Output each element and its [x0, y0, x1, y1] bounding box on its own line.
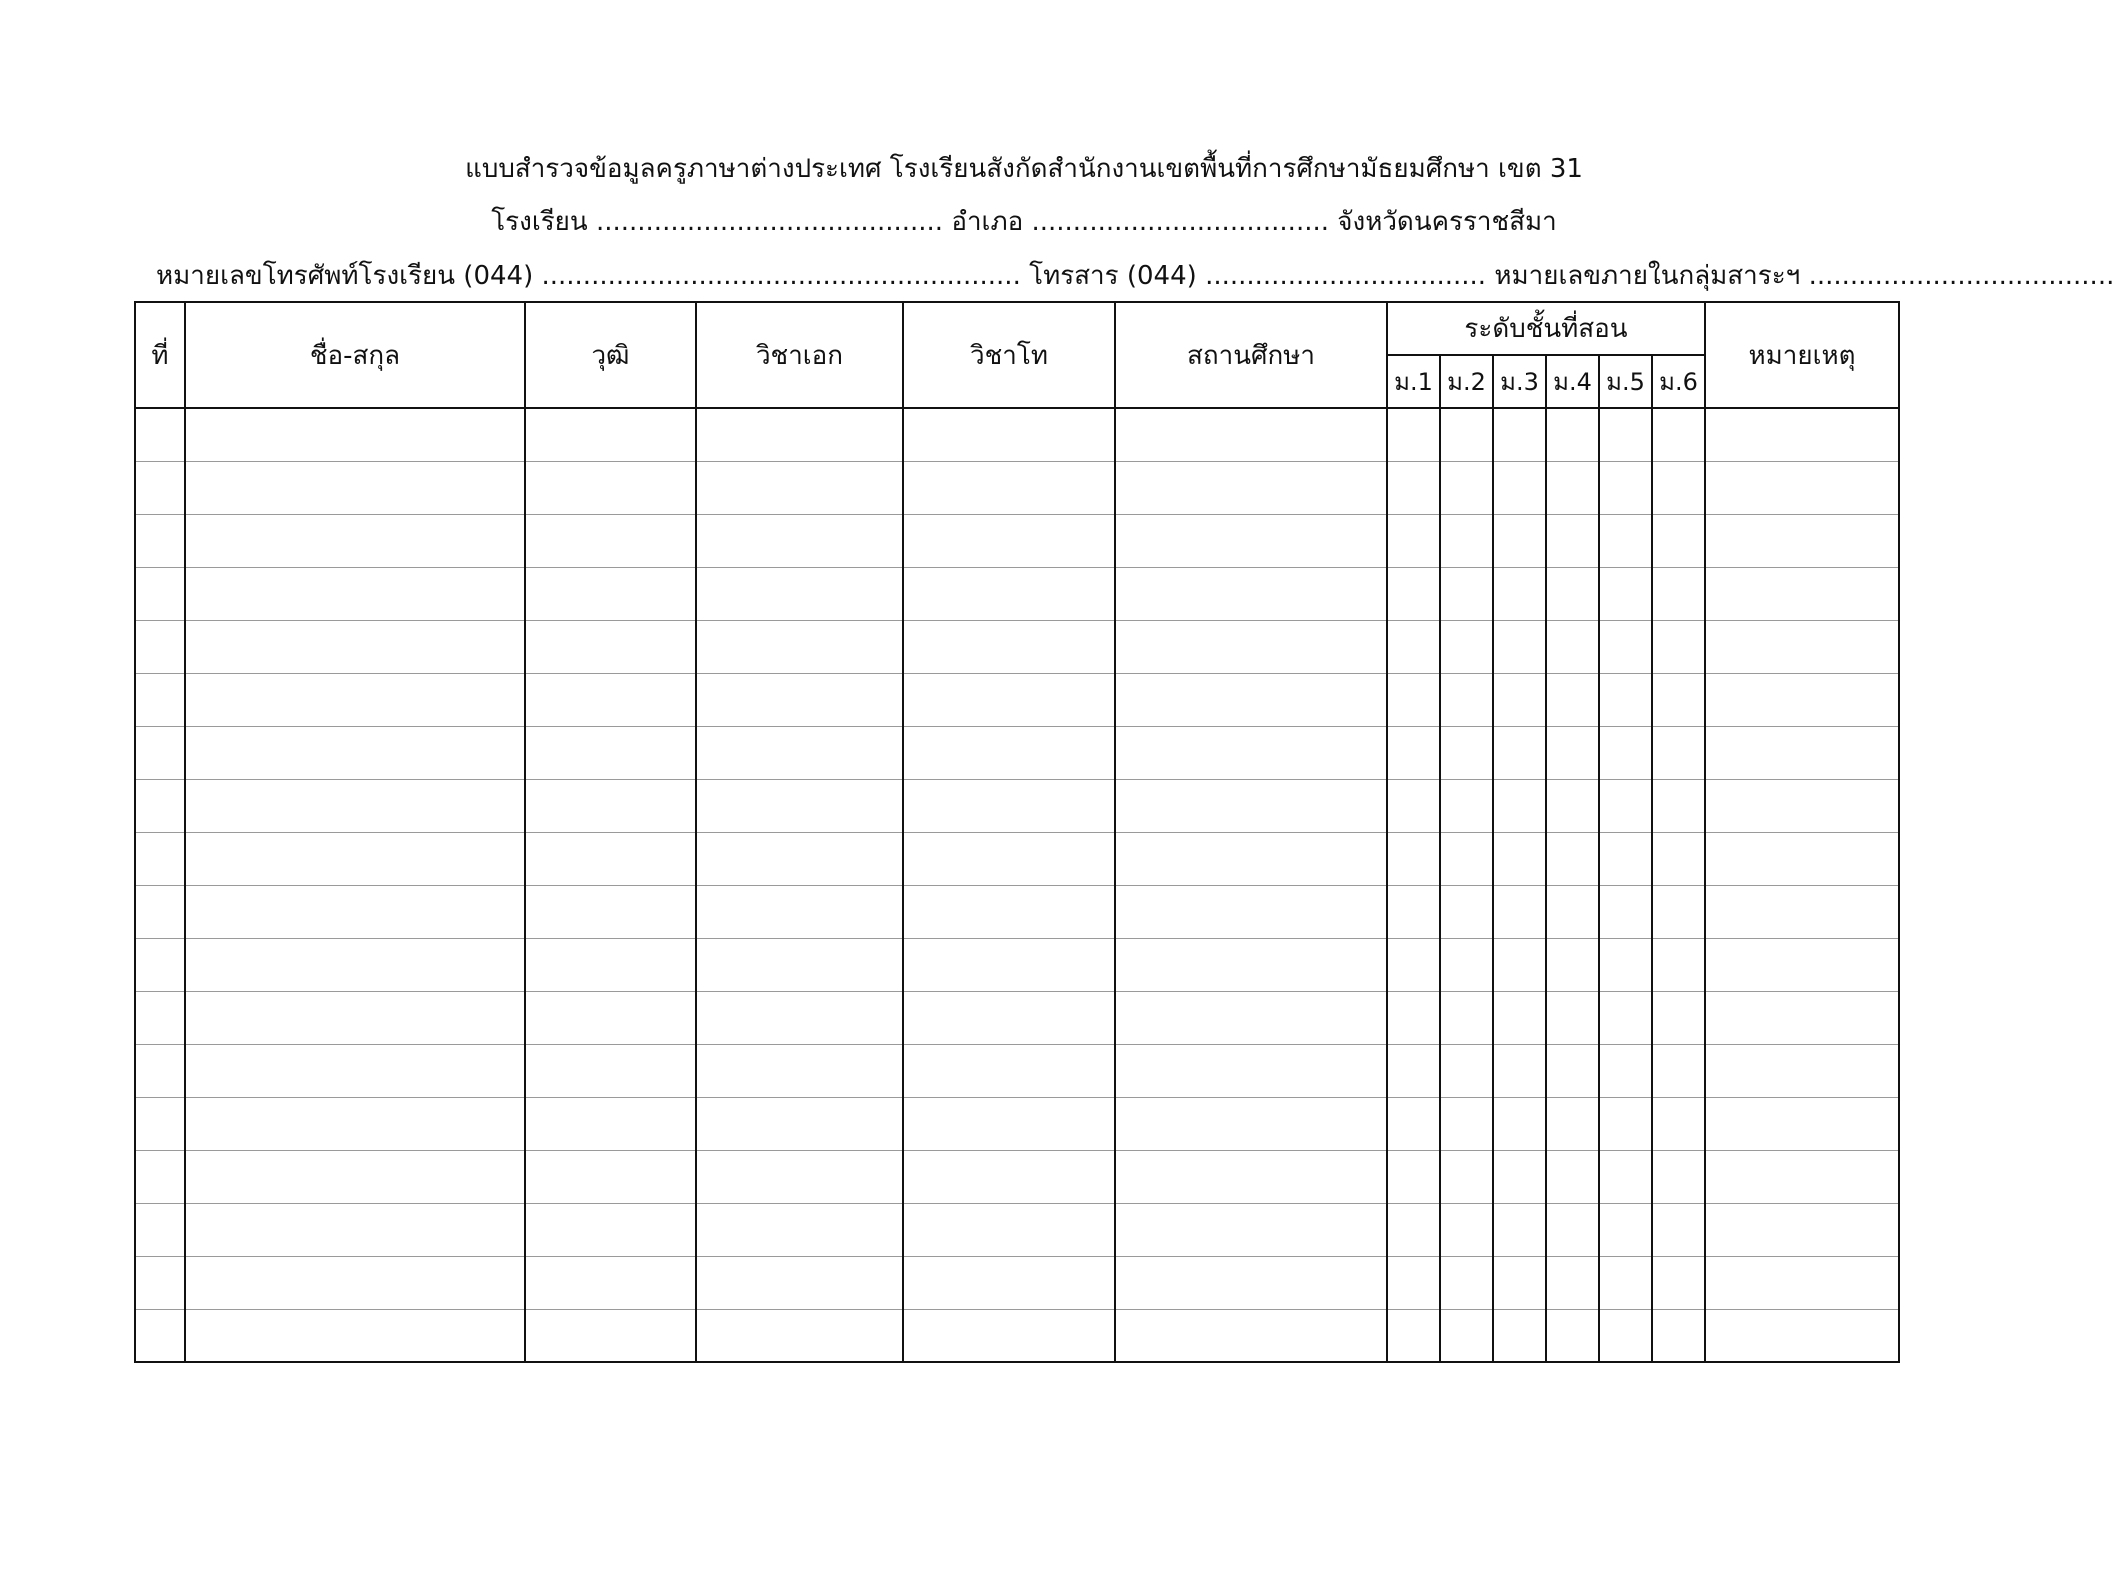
district-field[interactable]: .................................... [1031, 207, 1329, 237]
cell-level-m1[interactable] [1387, 408, 1440, 461]
cell-institution[interactable] [1115, 779, 1387, 832]
cell-institution[interactable] [1115, 1309, 1387, 1362]
cell-remark[interactable] [1705, 779, 1899, 832]
cell-remark[interactable] [1705, 461, 1899, 514]
cell-level-m6[interactable] [1652, 567, 1705, 620]
cell-institution[interactable] [1115, 408, 1387, 461]
col-header-level-m5: ม.5 [1599, 355, 1652, 408]
cell-institution[interactable] [1115, 461, 1387, 514]
cell-no[interactable] [135, 938, 185, 991]
cell-degree[interactable] [525, 885, 696, 938]
cell-level-m1[interactable] [1387, 1097, 1440, 1150]
cell-level-m5[interactable] [1599, 779, 1652, 832]
col-header-minor: วิชาโท [903, 302, 1115, 408]
teacher-survey-table [134, 301, 1900, 1363]
col-header-level-m6: ม.6 [1652, 355, 1705, 408]
cell-institution[interactable] [1115, 991, 1387, 1044]
cell-level-m5[interactable] [1599, 1097, 1652, 1150]
cell-level-m4[interactable] [1546, 832, 1599, 885]
cell-level-m2[interactable] [1440, 938, 1493, 991]
cell-level-m1[interactable] [1387, 1309, 1440, 1362]
cell-no[interactable] [135, 1044, 185, 1097]
cell-no[interactable] [135, 1097, 185, 1150]
col-header-level-m4: ม.4 [1546, 355, 1599, 408]
cell-level-m3[interactable] [1493, 938, 1546, 991]
table-row [135, 620, 1899, 673]
cell-level-m2[interactable] [1440, 514, 1493, 567]
cell-level-m2[interactable] [1440, 408, 1493, 461]
cell-level-m4[interactable] [1546, 1256, 1599, 1309]
cell-level-m1[interactable] [1387, 620, 1440, 673]
cell-name[interactable] [185, 620, 525, 673]
cell-institution[interactable] [1115, 885, 1387, 938]
cell-major[interactable] [696, 885, 903, 938]
table-row [135, 514, 1899, 567]
cell-no[interactable] [135, 514, 185, 567]
cell-institution[interactable] [1115, 567, 1387, 620]
cell-minor[interactable] [903, 461, 1115, 514]
cell-level-m4[interactable] [1546, 1097, 1599, 1150]
cell-degree[interactable] [525, 1203, 696, 1256]
cell-level-m4[interactable] [1546, 1309, 1599, 1362]
cell-minor[interactable] [903, 567, 1115, 620]
cell-remark[interactable] [1705, 1097, 1899, 1150]
cell-no[interactable] [135, 1203, 185, 1256]
table-row [135, 461, 1899, 514]
cell-level-m2[interactable] [1440, 885, 1493, 938]
cell-name[interactable] [185, 1309, 525, 1362]
cell-level-m4[interactable] [1546, 514, 1599, 567]
cell-degree[interactable] [525, 1044, 696, 1097]
cell-no[interactable] [135, 567, 185, 620]
cell-remark[interactable] [1705, 1203, 1899, 1256]
cell-institution[interactable] [1115, 673, 1387, 726]
cell-degree[interactable] [525, 567, 696, 620]
cell-level-m1[interactable] [1387, 567, 1440, 620]
cell-name[interactable] [185, 1256, 525, 1309]
table-row [135, 1309, 1899, 1362]
cell-institution[interactable] [1115, 620, 1387, 673]
table-row [135, 1256, 1899, 1309]
cell-remark[interactable] [1705, 991, 1899, 1044]
cell-level-m3[interactable] [1493, 514, 1546, 567]
cell-major[interactable] [696, 1097, 903, 1150]
school-info-line [0, 205, 2048, 239]
fax-label: โทรสาร (044) [1029, 261, 1197, 291]
cell-level-m4[interactable] [1546, 1044, 1599, 1097]
cell-level-m5[interactable] [1599, 408, 1652, 461]
cell-level-m3[interactable] [1493, 567, 1546, 620]
cell-remark[interactable] [1705, 1309, 1899, 1362]
cell-major[interactable] [696, 461, 903, 514]
cell-remark[interactable] [1705, 885, 1899, 938]
col-header-level-m2: ม.2 [1440, 355, 1493, 408]
cell-name[interactable] [185, 461, 525, 514]
table-row [135, 408, 1899, 461]
cell-level-m2[interactable] [1440, 461, 1493, 514]
cell-level-m6[interactable] [1652, 885, 1705, 938]
cell-major[interactable] [696, 408, 903, 461]
cell-major[interactable] [696, 726, 903, 779]
cell-level-m6[interactable] [1652, 832, 1705, 885]
cell-level-m4[interactable] [1546, 885, 1599, 938]
cell-degree[interactable] [525, 1097, 696, 1150]
cell-major[interactable] [696, 779, 903, 832]
cell-level-m1[interactable] [1387, 1203, 1440, 1256]
cell-name[interactable] [185, 567, 525, 620]
cell-name[interactable] [185, 1150, 525, 1203]
cell-level-m2[interactable] [1440, 1309, 1493, 1362]
cell-level-m3[interactable] [1493, 726, 1546, 779]
fax-field[interactable]: .................................. [1205, 261, 1487, 291]
cell-institution[interactable] [1115, 1097, 1387, 1150]
cell-minor[interactable] [903, 408, 1115, 461]
cell-level-m6[interactable] [1652, 1203, 1705, 1256]
cell-degree[interactable] [525, 832, 696, 885]
cell-level-m1[interactable] [1387, 514, 1440, 567]
cell-level-m6[interactable] [1652, 408, 1705, 461]
cell-level-m1[interactable] [1387, 991, 1440, 1044]
extension-field[interactable]: ..................................... [1808, 261, 2114, 291]
cell-level-m1[interactable] [1387, 461, 1440, 514]
cell-minor[interactable] [903, 885, 1115, 938]
cell-no[interactable] [135, 1150, 185, 1203]
cell-institution[interactable] [1115, 514, 1387, 567]
cell-degree[interactable] [525, 938, 696, 991]
cell-minor[interactable] [903, 938, 1115, 991]
cell-level-m3[interactable] [1493, 408, 1546, 461]
cell-level-m3[interactable] [1493, 461, 1546, 514]
cell-name[interactable] [185, 991, 525, 1044]
cell-level-m6[interactable] [1652, 938, 1705, 991]
form-title: แบบสำรวจข้อมูลครูภาษาต่างประเทศ โรงเรียนสังกัดสำนักงานเขตพื้นที่การศึกษามัธยมศึกษา เขต 31 [465, 154, 1583, 184]
cell-no[interactable] [135, 779, 185, 832]
cell-degree[interactable] [525, 1256, 696, 1309]
cell-level-m6[interactable] [1652, 1256, 1705, 1309]
cell-major[interactable] [696, 567, 903, 620]
cell-minor[interactable] [903, 1044, 1115, 1097]
table-row [135, 779, 1899, 832]
cell-level-m3[interactable] [1493, 1309, 1546, 1362]
cell-degree[interactable] [525, 620, 696, 673]
cell-institution[interactable] [1115, 1203, 1387, 1256]
cell-degree[interactable] [525, 461, 696, 514]
cell-level-m4[interactable] [1546, 779, 1599, 832]
cell-minor[interactable] [903, 620, 1115, 673]
cell-level-m5[interactable] [1599, 461, 1652, 514]
contact-info-line [156, 259, 2114, 293]
cell-level-m5[interactable] [1599, 620, 1652, 673]
cell-level-m5[interactable] [1599, 567, 1652, 620]
cell-level-m4[interactable] [1546, 1150, 1599, 1203]
col-header-major: วิชาเอก [696, 302, 903, 408]
table-row [135, 991, 1899, 1044]
cell-degree[interactable] [525, 408, 696, 461]
cell-minor[interactable] [903, 991, 1115, 1044]
col-header-institution: สถานศึกษา [1115, 302, 1387, 408]
cell-name[interactable] [185, 1044, 525, 1097]
cell-level-m2[interactable] [1440, 779, 1493, 832]
cell-major[interactable] [696, 832, 903, 885]
cell-degree[interactable] [525, 1309, 696, 1362]
cell-level-m5[interactable] [1599, 938, 1652, 991]
cell-minor[interactable] [903, 1097, 1115, 1150]
cell-level-m5[interactable] [1599, 1150, 1652, 1203]
table-body [135, 408, 1899, 1362]
cell-level-m1[interactable] [1387, 832, 1440, 885]
cell-major[interactable] [696, 673, 903, 726]
cell-level-m1[interactable] [1387, 779, 1440, 832]
cell-no[interactable] [135, 620, 185, 673]
cell-remark[interactable] [1705, 673, 1899, 726]
cell-no[interactable] [135, 673, 185, 726]
cell-level-m6[interactable] [1652, 726, 1705, 779]
cell-level-m3[interactable] [1493, 620, 1546, 673]
cell-level-m4[interactable] [1546, 938, 1599, 991]
cell-level-m1[interactable] [1387, 938, 1440, 991]
cell-remark[interactable] [1705, 1044, 1899, 1097]
cell-degree[interactable] [525, 726, 696, 779]
cell-level-m3[interactable] [1493, 991, 1546, 1044]
cell-level-m5[interactable] [1599, 832, 1652, 885]
cell-level-m1[interactable] [1387, 726, 1440, 779]
cell-level-m5[interactable] [1599, 1309, 1652, 1362]
cell-level-m2[interactable] [1440, 673, 1493, 726]
cell-no[interactable] [135, 832, 185, 885]
cell-level-m6[interactable] [1652, 620, 1705, 673]
cell-level-m5[interactable] [1599, 1044, 1652, 1097]
cell-institution[interactable] [1115, 1256, 1387, 1309]
cell-no[interactable] [135, 991, 185, 1044]
cell-level-m6[interactable] [1652, 1097, 1705, 1150]
cell-minor[interactable] [903, 779, 1115, 832]
cell-major[interactable] [696, 620, 903, 673]
cell-remark[interactable] [1705, 726, 1899, 779]
cell-minor[interactable] [903, 1256, 1115, 1309]
table-row [135, 567, 1899, 620]
cell-level-m2[interactable] [1440, 1203, 1493, 1256]
col-header-no: ที่ [135, 302, 185, 408]
cell-minor[interactable] [903, 1150, 1115, 1203]
cell-level-m2[interactable] [1440, 620, 1493, 673]
cell-level-m3[interactable] [1493, 832, 1546, 885]
table-row [135, 1150, 1899, 1203]
table-row [135, 1044, 1899, 1097]
cell-level-m1[interactable] [1387, 673, 1440, 726]
cell-remark[interactable] [1705, 514, 1899, 567]
cell-minor[interactable] [903, 1203, 1115, 1256]
cell-minor[interactable] [903, 832, 1115, 885]
province-label: จังหวัดนครราชสีมา [1337, 207, 1557, 237]
cell-no[interactable] [135, 461, 185, 514]
cell-name[interactable] [185, 1203, 525, 1256]
cell-level-m2[interactable] [1440, 1044, 1493, 1097]
cell-level-m6[interactable] [1652, 779, 1705, 832]
cell-level-m4[interactable] [1546, 1203, 1599, 1256]
cell-level-m4[interactable] [1546, 726, 1599, 779]
cell-no[interactable] [135, 1256, 185, 1309]
cell-degree[interactable] [525, 673, 696, 726]
cell-level-m6[interactable] [1652, 1044, 1705, 1097]
cell-remark[interactable] [1705, 938, 1899, 991]
cell-major[interactable] [696, 1150, 903, 1203]
cell-level-m1[interactable] [1387, 1044, 1440, 1097]
col-header-teaching-levels: ระดับชั้นที่สอน [1387, 302, 1705, 355]
cell-major[interactable] [696, 1203, 903, 1256]
cell-minor[interactable] [903, 1309, 1115, 1362]
cell-level-m2[interactable] [1440, 832, 1493, 885]
cell-level-m1[interactable] [1387, 1256, 1440, 1309]
cell-remark[interactable] [1705, 1256, 1899, 1309]
cell-level-m2[interactable] [1440, 567, 1493, 620]
extension-label: หมายเลขภายในกลุ่มสาระฯ [1494, 261, 1801, 291]
cell-level-m5[interactable] [1599, 1203, 1652, 1256]
cell-level-m5[interactable] [1599, 514, 1652, 567]
cell-major[interactable] [696, 1256, 903, 1309]
cell-institution[interactable] [1115, 832, 1387, 885]
cell-level-m6[interactable] [1652, 1309, 1705, 1362]
cell-name[interactable] [185, 832, 525, 885]
cell-degree[interactable] [525, 1150, 696, 1203]
cell-level-m3[interactable] [1493, 779, 1546, 832]
cell-remark[interactable] [1705, 1150, 1899, 1203]
cell-minor[interactable] [903, 673, 1115, 726]
cell-level-m4[interactable] [1546, 991, 1599, 1044]
cell-institution[interactable] [1115, 1044, 1387, 1097]
col-header-level-m1: ม.1 [1387, 355, 1440, 408]
cell-name[interactable] [185, 514, 525, 567]
cell-level-m2[interactable] [1440, 1150, 1493, 1203]
cell-major[interactable] [696, 1044, 903, 1097]
cell-level-m5[interactable] [1599, 885, 1652, 938]
cell-level-m3[interactable] [1493, 885, 1546, 938]
cell-institution[interactable] [1115, 1150, 1387, 1203]
col-header-degree: วุฒิ [525, 302, 696, 408]
cell-level-m4[interactable] [1546, 620, 1599, 673]
table-row [135, 1097, 1899, 1150]
cell-level-m2[interactable] [1440, 1097, 1493, 1150]
cell-name[interactable] [185, 1097, 525, 1150]
col-header-level-m3: ม.3 [1493, 355, 1546, 408]
cell-major[interactable] [696, 938, 903, 991]
cell-level-m4[interactable] [1546, 461, 1599, 514]
cell-level-m3[interactable] [1493, 1044, 1546, 1097]
cell-level-m3[interactable] [1493, 1097, 1546, 1150]
cell-name[interactable] [185, 779, 525, 832]
col-header-remark: หมายเหตุ [1705, 302, 1899, 408]
cell-level-m4[interactable] [1546, 567, 1599, 620]
cell-level-m3[interactable] [1493, 1256, 1546, 1309]
cell-level-m1[interactable] [1387, 885, 1440, 938]
cell-major[interactable] [696, 514, 903, 567]
cell-level-m5[interactable] [1599, 726, 1652, 779]
phone-field[interactable]: .......................................................... [541, 261, 1021, 291]
cell-level-m2[interactable] [1440, 726, 1493, 779]
cell-name[interactable] [185, 726, 525, 779]
col-header-name: ชื่อ-สกุล [185, 302, 525, 408]
cell-remark[interactable] [1705, 620, 1899, 673]
cell-level-m3[interactable] [1493, 1150, 1546, 1203]
cell-degree[interactable] [525, 779, 696, 832]
cell-major[interactable] [696, 1309, 903, 1362]
district-label: อำเภอ [951, 207, 1024, 237]
table-row [135, 938, 1899, 991]
cell-institution[interactable] [1115, 726, 1387, 779]
cell-level-m5[interactable] [1599, 673, 1652, 726]
cell-remark[interactable] [1705, 832, 1899, 885]
cell-degree[interactable] [525, 514, 696, 567]
cell-level-m1[interactable] [1387, 1150, 1440, 1203]
table-row [135, 885, 1899, 938]
cell-no[interactable] [135, 726, 185, 779]
table-row [135, 726, 1899, 779]
cell-level-m5[interactable] [1599, 1256, 1652, 1309]
phone-label: หมายเลขโทรศัพท์โรงเรียน (044) [156, 261, 534, 291]
cell-name[interactable] [185, 408, 525, 461]
cell-minor[interactable] [903, 514, 1115, 567]
cell-level-m2[interactable] [1440, 1256, 1493, 1309]
cell-level-m5[interactable] [1599, 991, 1652, 1044]
cell-level-m2[interactable] [1440, 991, 1493, 1044]
table-row [135, 832, 1899, 885]
cell-name[interactable] [185, 673, 525, 726]
cell-no[interactable] [135, 1309, 185, 1362]
table-row [135, 1203, 1899, 1256]
cell-level-m4[interactable] [1546, 408, 1599, 461]
cell-level-m6[interactable] [1652, 673, 1705, 726]
school-label: โรงเรียน [491, 207, 588, 237]
cell-major[interactable] [696, 991, 903, 1044]
cell-level-m6[interactable] [1652, 461, 1705, 514]
cell-degree[interactable] [525, 991, 696, 1044]
cell-minor[interactable] [903, 726, 1115, 779]
cell-institution[interactable] [1115, 938, 1387, 991]
cell-no[interactable] [135, 885, 185, 938]
cell-level-m4[interactable] [1546, 673, 1599, 726]
school-name-field[interactable]: .......................................... [595, 207, 944, 237]
cell-level-m6[interactable] [1652, 991, 1705, 1044]
table-row [135, 673, 1899, 726]
cell-level-m3[interactable] [1493, 673, 1546, 726]
cell-level-m6[interactable] [1652, 514, 1705, 567]
cell-no[interactable] [135, 408, 185, 461]
cell-name[interactable] [185, 885, 525, 938]
cell-level-m6[interactable] [1652, 1150, 1705, 1203]
cell-level-m3[interactable] [1493, 1203, 1546, 1256]
cell-remark[interactable] [1705, 567, 1899, 620]
cell-name[interactable] [185, 938, 525, 991]
cell-remark[interactable] [1705, 408, 1899, 461]
